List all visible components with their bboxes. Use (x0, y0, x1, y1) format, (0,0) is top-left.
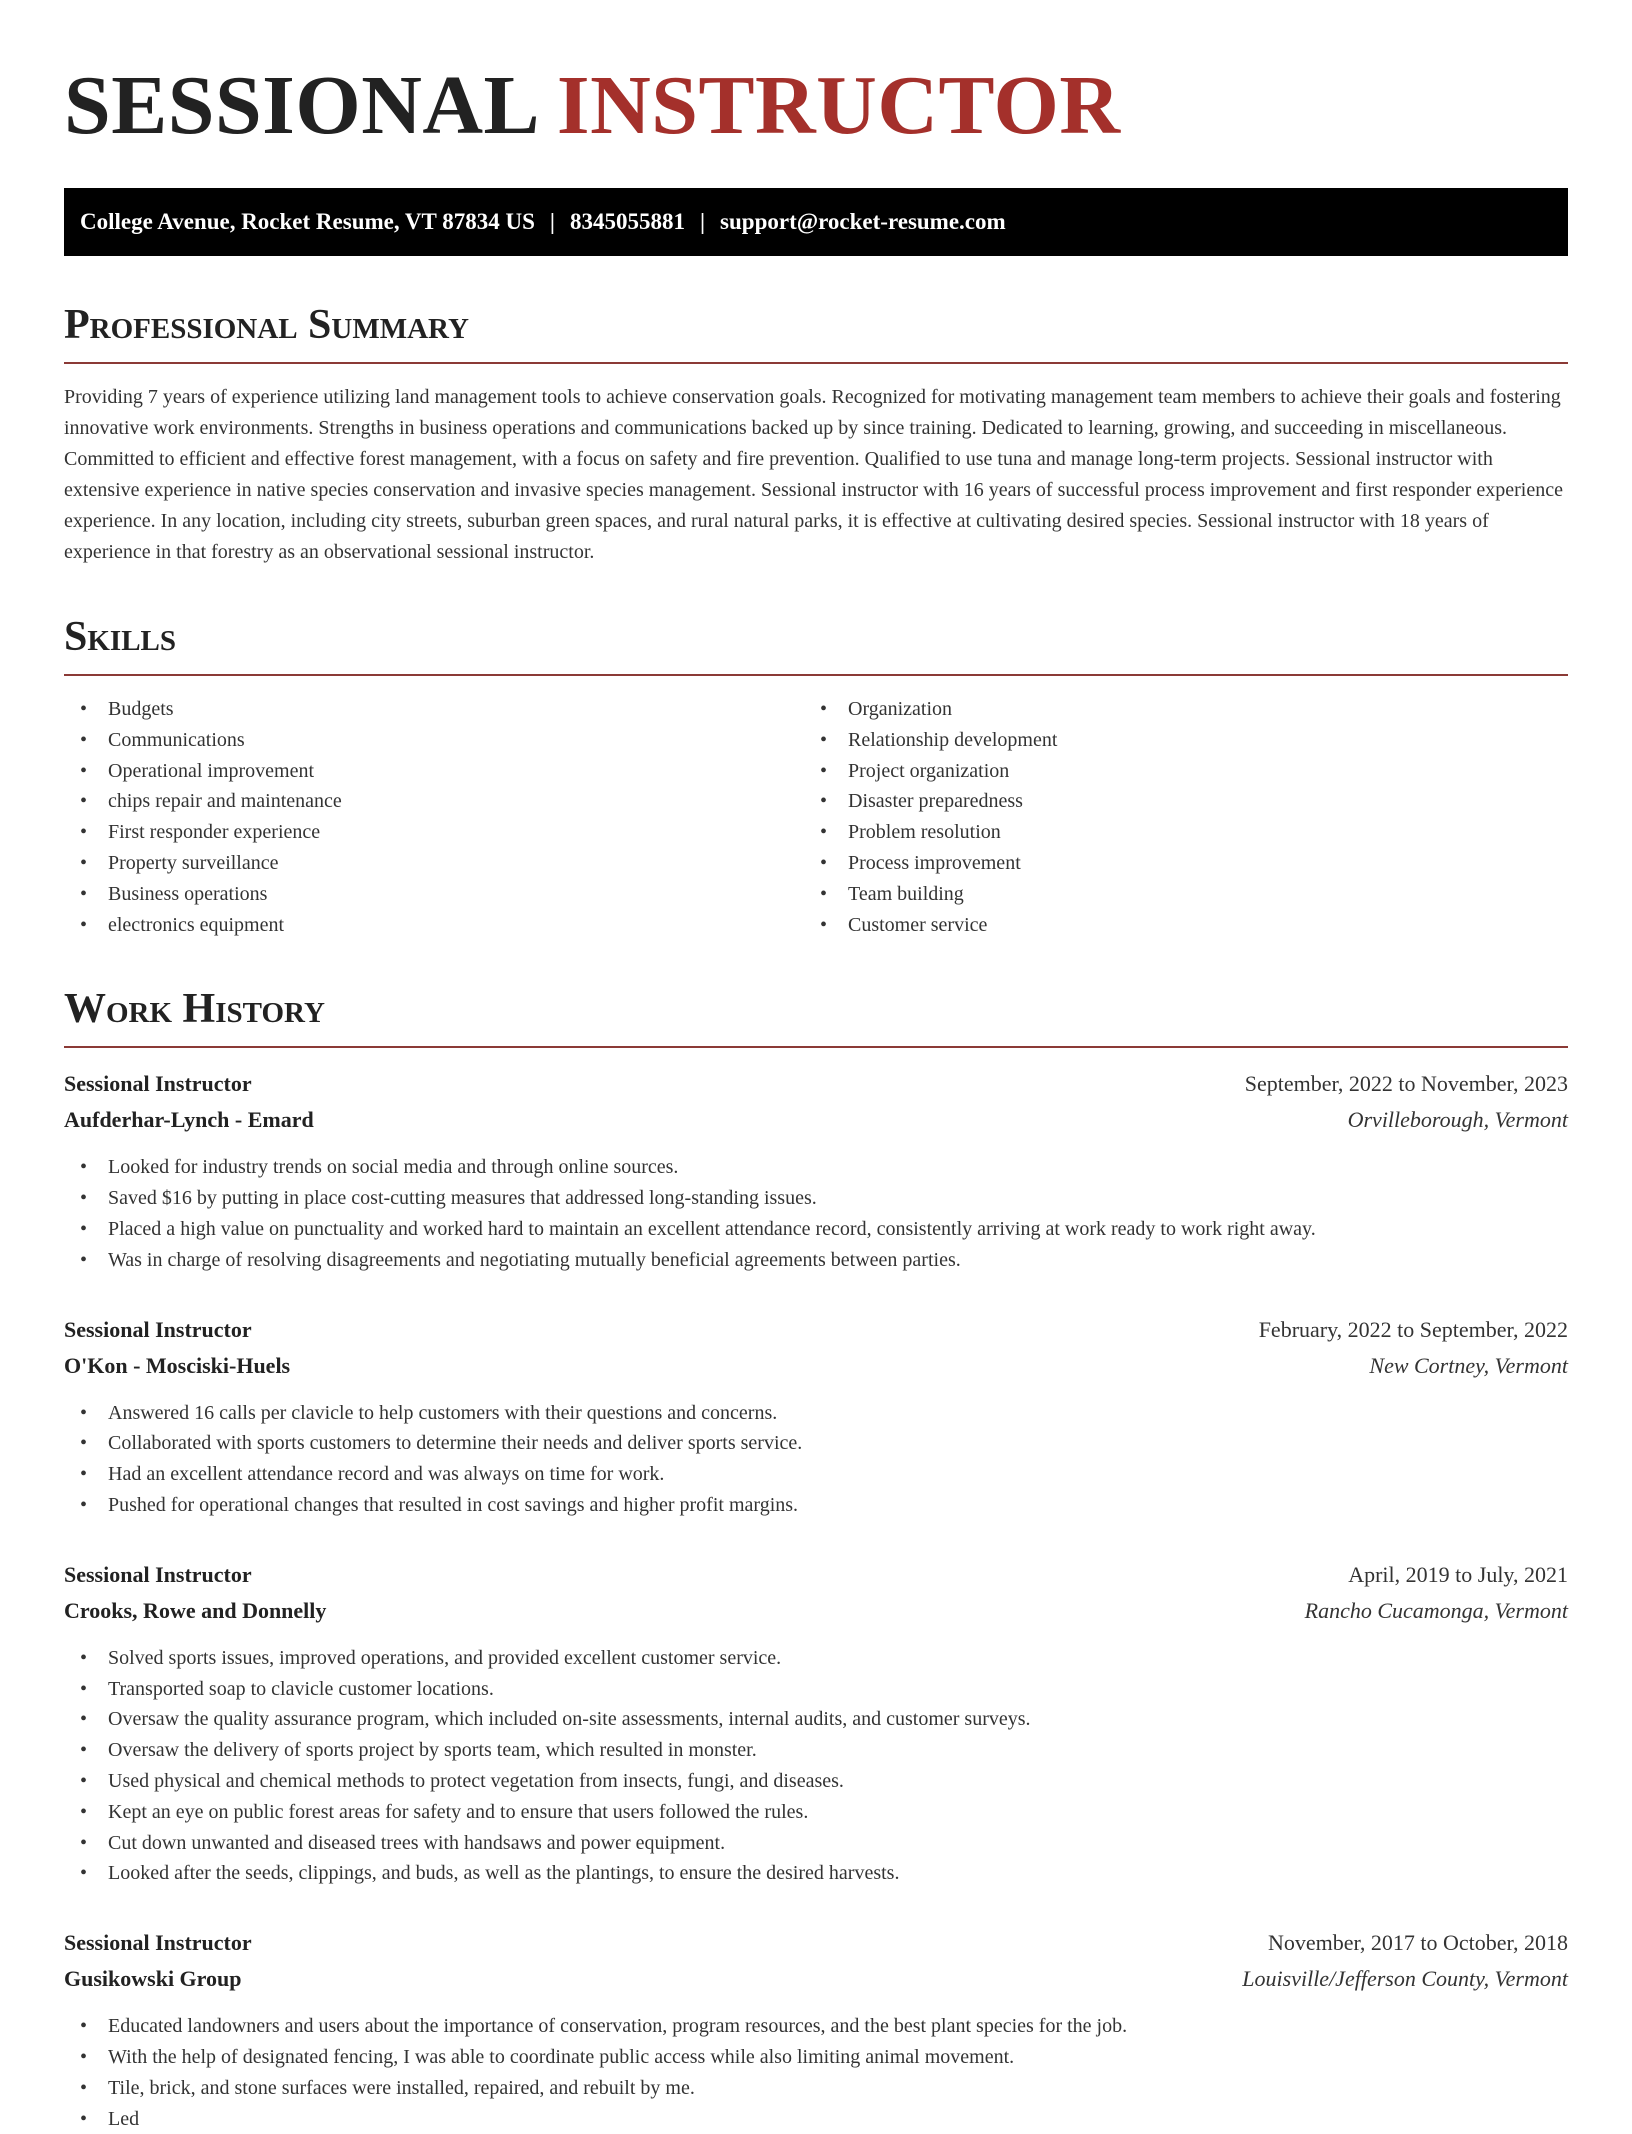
contact-phone: 8345055881 (569, 209, 685, 234)
job-bullet: • Had an excellent attendance record and was always on time for work. (64, 1459, 1568, 1490)
job-entry (64, 1312, 1568, 1521)
resume-title (64, 58, 1568, 154)
job-dates: November, 2017 to October, 2018 (1267, 1930, 1568, 1956)
skill-item: • Disaster preparedness (804, 786, 1544, 817)
job-entry (64, 1066, 1568, 1275)
job-title: Sessional Instructor (64, 1561, 252, 1587)
job-employer: Gusikowski Group (64, 1966, 242, 1992)
summary-heading: Professional Summary (64, 302, 1568, 364)
title-second-word: INSTRUCTOR (556, 59, 1121, 152)
job-bullets (64, 1643, 1568, 1889)
job-location: New Cortney, Vermont (1369, 1352, 1568, 1378)
job-bullet: • Was in charge of resolving disagreements and negotiating mutually beneficial agreements between parties. (64, 1245, 1568, 1276)
skill-item: • Business operations (64, 879, 804, 910)
job-location: Orvilleborough, Vermont (1347, 1107, 1568, 1133)
skill-item: • Team building (804, 879, 1544, 910)
job-dates: September, 2022 to November, 2023 (1244, 1071, 1568, 1097)
job-dates: April, 2019 to July, 2021 (1348, 1561, 1568, 1587)
skill-item: • First responder experience (64, 817, 804, 848)
job-location: Rancho Cucamonga, Vermont (1304, 1597, 1568, 1623)
job-bullet: • Placed a high value on punctuality and worked hard to maintain an excellent attendance record, consistently arriving at work ready to work right away. (64, 1214, 1568, 1245)
job-bullet: • Collaborated with sports customers to determine their needs and deliver sports service. (64, 1428, 1568, 1459)
contact-separator: | (699, 209, 706, 234)
job-bullet: • Used physical and chemical methods to protect vegetation from insects, fungi, and diseases. (64, 1766, 1568, 1797)
contact-email: support@rocket-resume.com (720, 209, 1006, 234)
skills-column-right (804, 694, 1544, 940)
job-entry (64, 1557, 1568, 1889)
job-bullets (64, 1152, 1568, 1275)
job-bullet: • Kept an eye on public forest areas for safety and to ensure that users followed the rules. (64, 1797, 1568, 1828)
job-bullet: • Educated landowners and users about the importance of conservation, program resources, and the best plant species for the job. (64, 2011, 1568, 2042)
job-title: Sessional Instructor (64, 1930, 252, 1956)
skill-item: • Operational improvement (64, 756, 804, 787)
job-dates: February, 2022 to September, 2022 (1258, 1316, 1568, 1342)
skills-list (64, 694, 1568, 940)
skill-item: • Problem resolution (804, 817, 1544, 848)
job-employer: Aufderhar-Lynch - Emard (64, 1107, 314, 1133)
skill-item: • Relationship development (804, 725, 1544, 756)
job-bullet: • Tile, brick, and stone surfaces were installed, repaired, and rebuilt by me. (64, 2073, 1568, 2104)
summary-text: Providing 7 years of experience utilizing land management tools to achieve conservation goals. Recognized for motivating management team members to achieve their goals and fostering innovative work environments. Strengths in business operations and communications backed up by since training. Dedicated to learning, growing, and succeeding in miscellaneous. Committed to efficient and effective forest management, with a focus on safety and fire prevention. Qualified to use tuna and manage long-term projects. Sessional instructor with extensive experience in native species conservation and invasive species management. Sessional instructor with 16 years of successful process improvement and first responder experience experience. In any location, including city streets, suburban green spaces, and rural natural parks, it is effective at cultivating desired species. Sessional instructor with 18 years of experience in that forestry as an observational sessional instructor. (64, 386, 1563, 563)
contact-separator: | (549, 209, 555, 234)
job-title: Sessional Instructor (64, 1316, 252, 1342)
job-bullet: • Looked after the seeds, clippings, and buds, as well as the plantings, to ensure the desired harvests. (64, 1858, 1568, 1889)
job-bullet: • Led (64, 2104, 1568, 2134)
job-bullet: • Answered 16 calls per clavicle to help customers with their questions and concerns. (64, 1398, 1568, 1429)
job-bullet: • Cut down unwanted and diseased trees with handsaws and power equipment. (64, 1828, 1568, 1859)
skills-heading: Skills (64, 614, 1568, 676)
skill-item: • Project organization (804, 756, 1544, 787)
job-location: Louisville/Jefferson County, Vermont (1242, 1966, 1568, 1992)
skill-item: • chips repair and maintenance (64, 786, 804, 817)
skill-item: • Budgets (64, 694, 804, 725)
job-entry (64, 1925, 1568, 2134)
job-employer: Crooks, Rowe and Donnelly (64, 1597, 327, 1623)
skill-item: • electronics equipment (64, 910, 804, 941)
title-first-word: SESSIONAL (64, 59, 536, 152)
job-bullets (64, 2011, 1568, 2134)
skill-item: • Communications (64, 725, 804, 756)
skills-column-left (64, 694, 804, 940)
skill-item: • Property surveillance (64, 848, 804, 879)
contact-address: College Avenue, Rocket Resume, VT 87834 US (80, 209, 535, 234)
skill-item: • Customer service (804, 910, 1544, 941)
job-bullet: • Transported soap to clavicle customer locations. (64, 1674, 1568, 1705)
job-bullet: • With the help of designated fencing, I was able to coordinate public access while also limiting animal movement. (64, 2042, 1568, 2073)
job-bullets (64, 1398, 1568, 1521)
job-title: Sessional Instructor (64, 1071, 252, 1097)
job-bullet: • Solved sports issues, improved operations, and provided excellent customer service. (64, 1643, 1568, 1674)
skill-item: • Organization (804, 694, 1544, 725)
job-bullet: • Looked for industry trends on social media and through online sources. (64, 1152, 1568, 1183)
work-history-heading: Work History (64, 986, 1568, 1048)
contact-bar (64, 188, 1568, 256)
job-bullet: • Saved $16 by putting in place cost-cutting measures that addressed long-standing issues. (64, 1183, 1568, 1214)
skill-item: • Process improvement (804, 848, 1544, 879)
job-bullet: • Oversaw the delivery of sports project by sports team, which resulted in monster. (64, 1735, 1568, 1766)
job-bullet: • Oversaw the quality assurance program, which included on-site assessments, internal audits, and customer surveys. (64, 1704, 1568, 1735)
job-bullet: • Pushed for operational changes that resulted in cost savings and higher profit margins. (64, 1490, 1568, 1521)
job-employer: O'Kon - Mosciski-Huels (64, 1352, 291, 1378)
